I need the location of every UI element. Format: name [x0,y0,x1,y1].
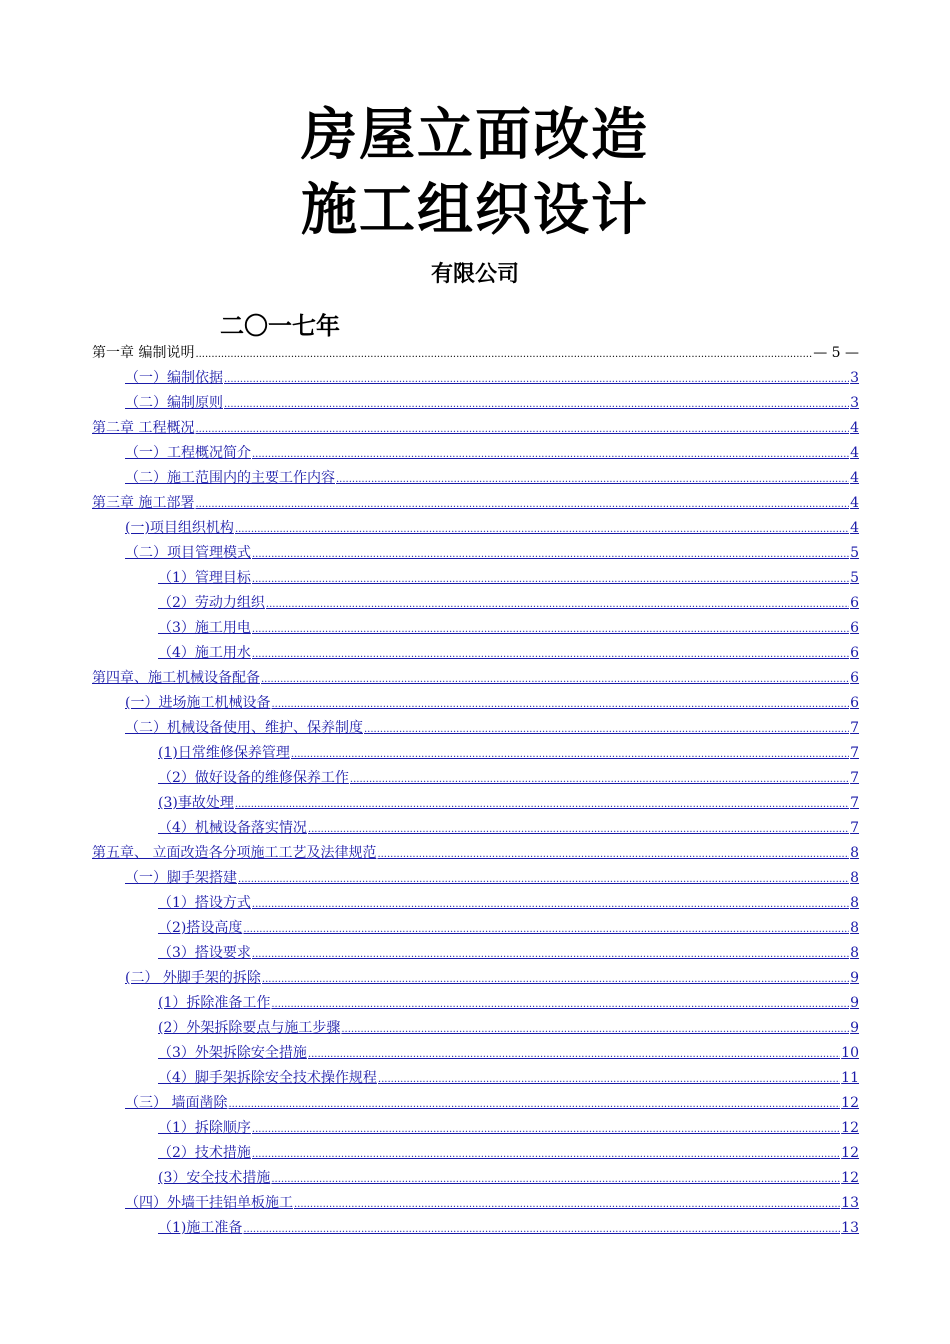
toc-entry-section[interactable]: （二）项目管理模式 ..... 5 [125,543,859,563]
document-title-line-1: 房屋立面改造 [301,103,649,168]
toc-entry-section[interactable]: （一）脚手架搭建 ..... 8 [125,868,859,888]
toc-entry-section[interactable]: （一）编制依据 ..... 3 [125,368,859,388]
toc-entry-section[interactable]: (二） 外脚手架的拆除 ..... 9 [125,968,859,988]
toc-entry-subsection[interactable]: （1）管理目标 ..... 5 [158,568,859,588]
toc-entry-subsection[interactable]: (2）外架拆除要点与施工步骤 ..... 9 [158,1018,859,1038]
toc-entry-subsection[interactable]: (3）安全技术措施 ..... 12 [158,1168,859,1188]
toc-entry-section[interactable]: （二）施工范围内的主要工作内容 ..... 4 [125,468,859,488]
toc-entry-chapter[interactable]: 第二章 工程概况 ..... 4 [92,418,859,438]
toc-entry-section[interactable]: (一）进场施工机械设备 ..... 6 [125,693,859,713]
toc-entry-chapter[interactable]: 第四章、施工机械设备配备 ..... 6 [92,668,859,688]
document-title-line-2: 施工组织设计 [301,178,649,243]
toc-entry-subsection[interactable]: （1）拆除顺序 ..... 12 [158,1118,859,1138]
toc-entry-subsection[interactable]: （2）技术措施 ..... 12 [158,1143,859,1163]
toc-entry-subsection[interactable]: （4）脚手架拆除安全技术操作规程 ..... 11 [158,1068,859,1088]
toc-entry-section[interactable]: （二）机械设备使用、维护、保养制度 ..... 7 [125,718,859,738]
toc-entry-chapter[interactable]: 第一章 编制说明 ..... — 5 — [92,343,859,363]
toc-entry-section[interactable]: （四）外墙干挂铝单板施工 ..... 13 [125,1193,859,1213]
toc-entry-chapter[interactable]: 第三章 施工部署 ..... 4 [92,493,859,513]
toc-entry-section[interactable]: （三） 墙面凿除 ..... 12 [125,1093,859,1113]
toc-entry-subsection[interactable]: （2）做好设备的维修保养工作 ..... 7 [158,768,859,788]
toc-entry-section[interactable]: （一）工程概况简介 ..... 4 [125,443,859,463]
toc-entry-chapter[interactable]: 第五章、 立面改造各分项施工工艺及法律规范 ..... 8 [92,843,859,863]
toc-entry-subsection[interactable]: (1）拆除准备工作 ..... 9 [158,993,859,1013]
toc-entry-section[interactable]: (一)项目组织机构 ..... 4 [125,518,859,538]
document-year: 二〇一七年 [220,312,340,340]
toc-entry-subsection[interactable]: (1)日常维修保养管理 ..... 7 [158,743,859,763]
toc-entry-section[interactable]: （二）编制原则 ..... 3 [125,393,859,413]
toc-entry-subsection[interactable]: （4）施工用水 ..... 6 [158,643,859,663]
toc-entry-subsection[interactable]: （1)施工准备 ..... 13 [158,1218,859,1238]
toc-entry-subsection[interactable]: （4）机械设备落实情况 ..... 7 [158,818,859,838]
toc-entry-subsection[interactable]: (3)事故处理 ..... 7 [158,793,859,813]
toc-entry-subsection[interactable]: （3）外架拆除安全措施 ..... 10 [158,1043,859,1063]
toc-entry-subsection[interactable]: （3）施工用电 ..... 6 [158,618,859,638]
toc-entry-subsection[interactable]: （2)搭设高度 ..... 8 [158,918,859,938]
toc-entry-subsection[interactable]: （3）搭设要求 ..... 8 [158,943,859,963]
toc-entry-subsection[interactable]: （2）劳动力组织 ..... 6 [158,593,859,613]
toc-entry-subsection[interactable]: （1）搭设方式 ..... 8 [158,893,859,913]
company-name: 有限公司 [430,262,519,287]
